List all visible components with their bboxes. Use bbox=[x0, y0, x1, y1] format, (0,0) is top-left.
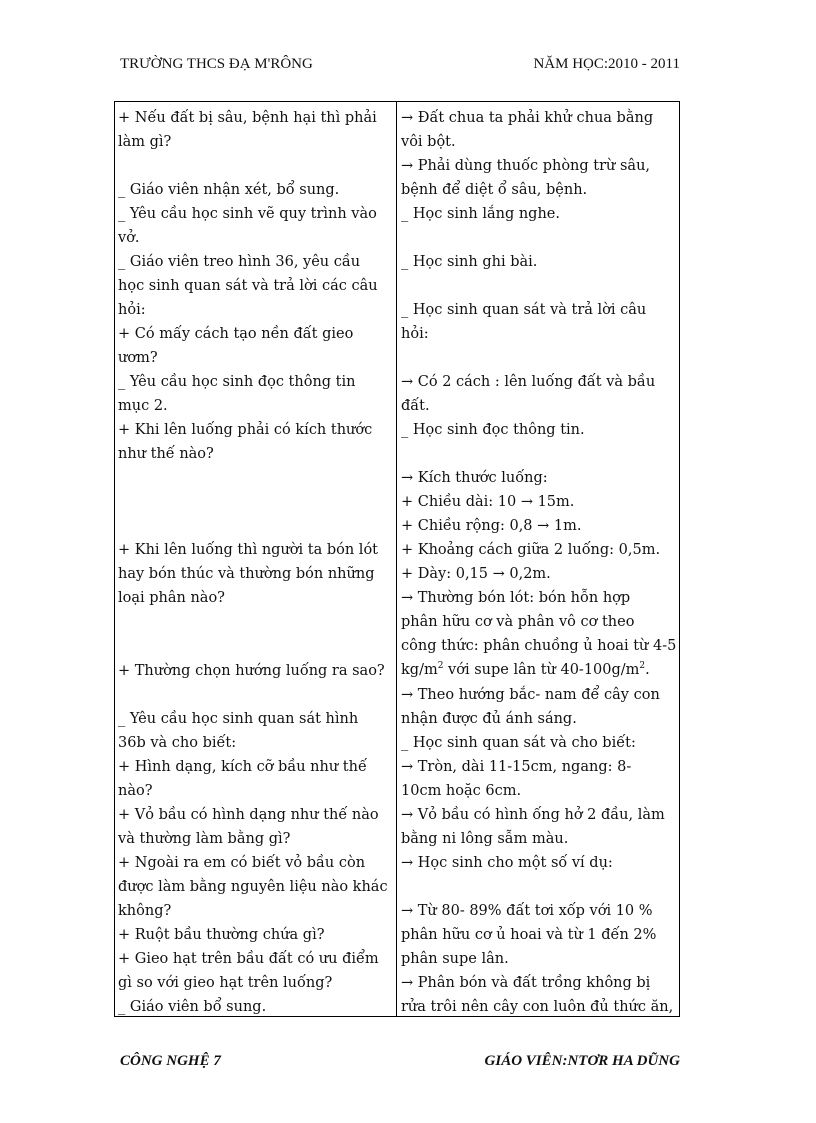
student-line: _ Học sinh quan sát và cho biết: bbox=[401, 735, 636, 751]
teacher-line: _ Giáo viên bổ sung. bbox=[118, 999, 267, 1015]
student-line: phân hữu cơ ủ hoai và từ 1 đến 2% bbox=[401, 927, 657, 943]
student-line: hỏi: bbox=[401, 326, 429, 342]
teacher-line: và thường làm bằng gì? bbox=[118, 831, 291, 847]
student-line: → Kích thước luống: bbox=[401, 470, 548, 486]
teacher-line: không? bbox=[118, 903, 172, 919]
teacher-line: + Ruột bầu thường chứa gì? bbox=[118, 927, 325, 943]
student-line: → Phân bón và đất trồng không bị bbox=[401, 975, 651, 991]
page-footer bbox=[120, 1053, 680, 1073]
student-line: _ Học sinh quan sát và trả lời câu bbox=[401, 302, 647, 318]
student-line: → Tròn, dài 11-15cm, ngang: 8- bbox=[401, 759, 632, 775]
teacher-line: + Gieo hạt trên bầu đất có ưu điểm bbox=[118, 951, 379, 967]
teacher-line: + Vỏ bầu có hình dạng như thế nào bbox=[118, 807, 379, 823]
teacher-line: như thế nào? bbox=[118, 446, 214, 462]
student-line: đất. bbox=[401, 398, 430, 414]
student-line: _ Học sinh lắng nghe. bbox=[401, 206, 560, 222]
teacher-line: được làm bằng nguyên liệu nào khác bbox=[118, 879, 388, 895]
student-line: công thức: phân chuồng ủ hoai từ 4-5 bbox=[401, 638, 677, 654]
teacher-line: _ Yêu cầu học sinh quan sát hình bbox=[118, 711, 359, 727]
teacher-line: mục 2. bbox=[118, 398, 168, 414]
student-line: → Đất chua ta phải khử chua bằng bbox=[401, 110, 654, 126]
subject-name: CÔNG NGHỆ 7 bbox=[120, 1053, 221, 1069]
teacher-line: + Thường chọn hướng luống ra sao? bbox=[118, 663, 385, 679]
student-line: phân hữu cơ và phân vô cơ theo bbox=[401, 614, 635, 630]
teacher-line: hay bón thúc và thường bón những bbox=[118, 566, 375, 582]
superscript: 2 bbox=[437, 661, 444, 672]
student-line: → Có 2 cách : lên luống đất và bầu bbox=[401, 374, 656, 390]
school-year: NĂM HỌC:2010 - 2011 bbox=[533, 56, 680, 72]
teacher-line: ươm? bbox=[118, 350, 158, 366]
teacher-line: _ Yêu cầu học sinh vẽ quy trình vào bbox=[118, 206, 377, 222]
teacher-line: + Ngoài ra em có biết vỏ bầu còn bbox=[118, 855, 366, 871]
school-name: TRƯỜNG THCS ĐẠ M'RÔNG bbox=[120, 56, 313, 72]
student-line: + Khoảng cách giữa 2 luống: 0,5m. bbox=[401, 542, 661, 558]
student-line: bệnh để diệt ổ sâu, bệnh. bbox=[401, 182, 588, 198]
student-line: nhận được đủ ánh sáng. bbox=[401, 711, 577, 727]
teacher-line: + Khi lên luống phải có kích thước bbox=[118, 422, 373, 438]
teacher-line: _ Yêu cầu học sinh đọc thông tin bbox=[118, 374, 356, 390]
teacher-line: + Khi lên luống thì người ta bón lót bbox=[118, 542, 379, 558]
teacher-line: làm gì? bbox=[118, 134, 172, 150]
formula-part: kg/m bbox=[401, 662, 438, 678]
teacher-line: vở. bbox=[118, 230, 140, 246]
teacher-line: _ Giáo viên treo hình 36, yêu cầu bbox=[118, 254, 361, 270]
teacher-line: + Hình dạng, kích cỡ bầu như thế bbox=[118, 759, 367, 775]
column-divider bbox=[396, 102, 397, 1016]
teacher-line: + Nếu đất bị sâu, bệnh hại thì phải bbox=[118, 110, 377, 126]
teacher-line: loại phân nào? bbox=[118, 590, 225, 606]
page-header bbox=[120, 56, 680, 76]
teacher-name: GIÁO VIÊN:NTƠR HA DŨNG bbox=[484, 1053, 680, 1069]
student-line: + Dày: 0,15 → 0,2m. bbox=[401, 566, 551, 582]
teacher-line: _ Giáo viên nhận xét, bổ sung. bbox=[118, 182, 340, 198]
student-line: → Từ 80- 89% đất tơi xốp với 10 % bbox=[401, 903, 653, 919]
student-line: vôi bột. bbox=[401, 134, 456, 150]
student-line: + Chiều rộng: 0,8 → 1m. bbox=[401, 518, 582, 534]
teacher-line: học sinh quan sát và trả lời các câu bbox=[118, 278, 378, 294]
student-line: + Chiều dài: 10 → 15m. bbox=[401, 494, 575, 510]
student-line: 10cm hoặc 6cm. bbox=[401, 783, 522, 799]
student-line: _ Học sinh ghi bài. bbox=[401, 254, 538, 270]
teacher-line: 36b và cho biết: bbox=[118, 735, 237, 751]
student-line-formula bbox=[401, 660, 650, 680]
formula-part: . bbox=[645, 662, 650, 678]
student-line: phân supe lân. bbox=[401, 951, 509, 967]
teacher-line: gì so với gieo hạt trên luống? bbox=[118, 975, 333, 991]
student-line: → Phải dùng thuốc phòng trừ sâu, bbox=[401, 158, 651, 174]
student-line: → Thường bón lót: bón hỗn hợp bbox=[401, 590, 631, 606]
student-line: → Vỏ bầu có hình ống hở 2 đầu, làm bbox=[401, 807, 665, 823]
student-line: → Học sinh cho một số ví dụ: bbox=[401, 855, 613, 871]
superscript: 2 bbox=[639, 661, 646, 672]
teacher-line: + Có mấy cách tạo nền đất gieo bbox=[118, 326, 354, 342]
student-line: bằng ni lông sẫm màu. bbox=[401, 831, 569, 847]
teacher-line: hỏi: bbox=[118, 302, 146, 318]
teacher-line: nào? bbox=[118, 783, 153, 799]
student-line: rửa trôi nên cây con luôn đủ thức ăn, bbox=[401, 999, 674, 1015]
formula-part: với supe lân từ 40-100g/m bbox=[443, 662, 640, 678]
student-line: _ Học sinh đọc thông tin. bbox=[401, 422, 585, 438]
student-line: → Theo hướng bắc- nam để cây con bbox=[401, 687, 660, 703]
